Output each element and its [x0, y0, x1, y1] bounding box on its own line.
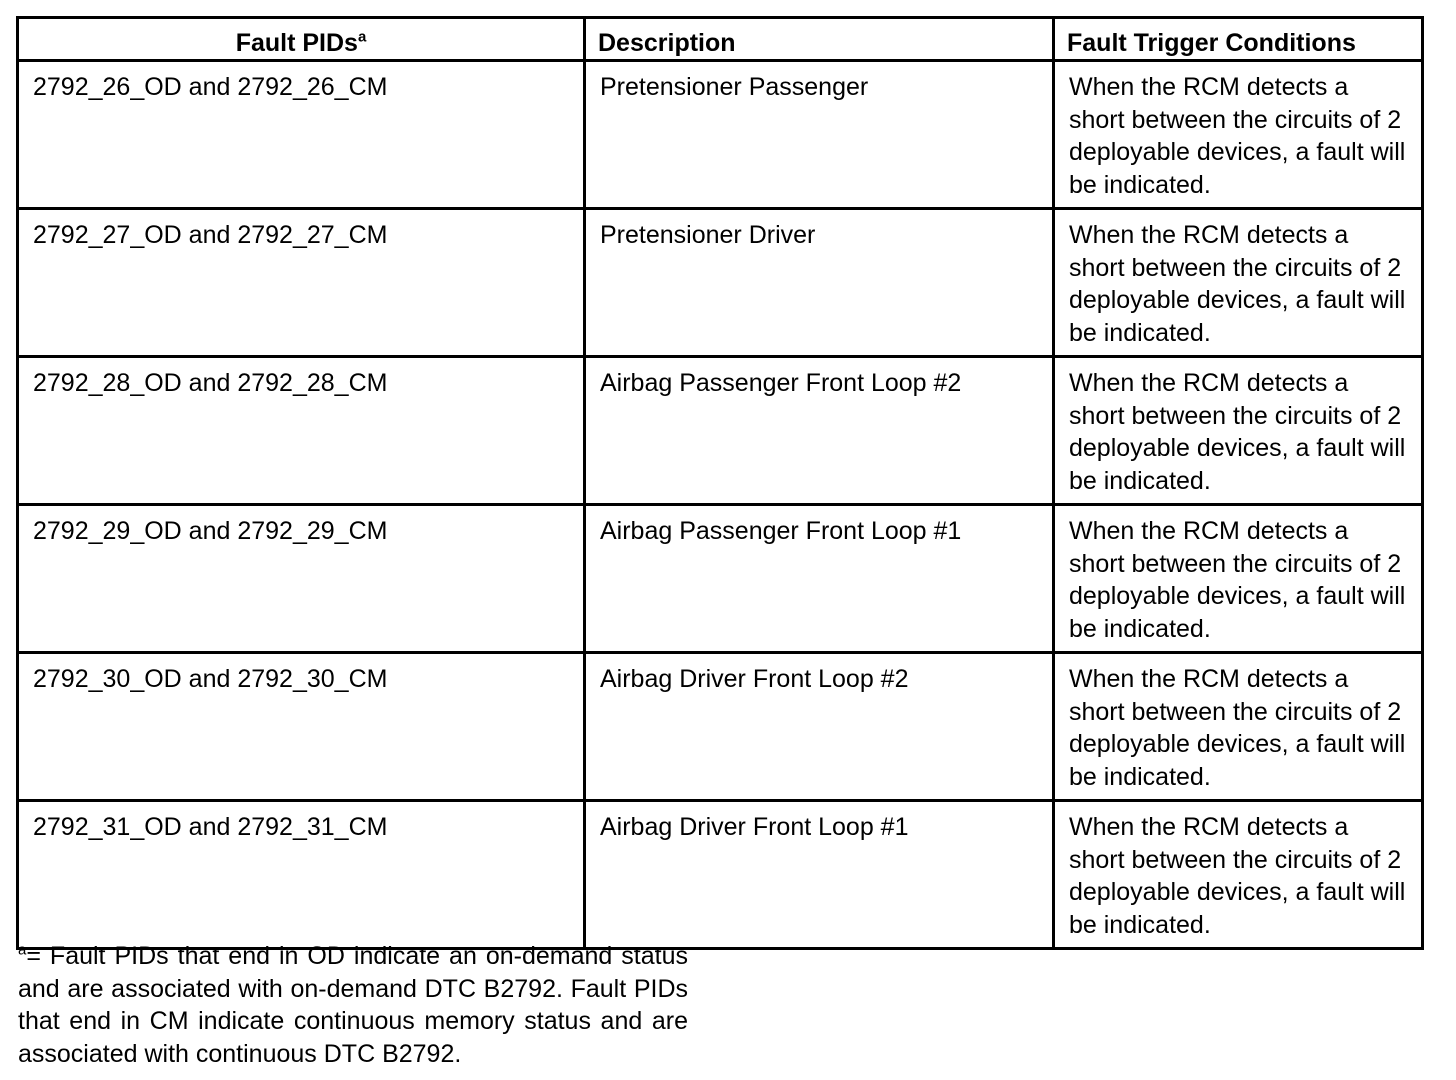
cell-conditions: When the RCM detects a short between the circuits of 2 deployable devices, a fault will be indicated. [1054, 357, 1423, 505]
cell-fault-pids: 2792_30_OD and 2792_30_CM [18, 653, 585, 801]
table-footnote [18, 940, 688, 1070]
header-fault-pids-superscript: a [357, 28, 367, 46]
cell-fault-pids: 2792_28_OD and 2792_28_CM [18, 357, 585, 505]
header-fault-trigger-conditions: Fault Trigger Conditions [1054, 18, 1423, 61]
cell-conditions: When the RCM detects a short between the circuits of 2 deployable devices, a fault will be indicated. [1054, 505, 1423, 653]
cell-description: Pretensioner Driver [585, 209, 1054, 357]
cell-description: Airbag Driver Front Loop #2 [585, 653, 1054, 801]
fault-pid-table [16, 16, 1424, 950]
header-fault-pids-label: Fault PIDs [235, 29, 358, 57]
cell-description: Airbag Passenger Front Loop #1 [585, 505, 1054, 653]
header-description: Description [585, 18, 1054, 61]
table-row [18, 801, 1423, 949]
table-row [18, 357, 1423, 505]
table-row [18, 505, 1423, 653]
cell-conditions: When the RCM detects a short between the circuits of 2 deployable devices, a fault will be indicated. [1054, 61, 1423, 209]
cell-description: Airbag Driver Front Loop #1 [585, 801, 1054, 949]
cell-fault-pids: 2792_29_OD and 2792_29_CM [18, 505, 585, 653]
cell-description: Pretensioner Passenger [585, 61, 1054, 209]
table-row [18, 209, 1423, 357]
cell-fault-pids: 2792_26_OD and 2792_26_CM [18, 61, 585, 209]
cell-description: Airbag Passenger Front Loop #2 [585, 357, 1054, 505]
cell-conditions: When the RCM detects a short between the circuits of 2 deployable devices, a fault will be indicated. [1054, 209, 1423, 357]
cell-fault-pids: 2792_31_OD and 2792_31_CM [18, 801, 585, 949]
header-fault-pids [18, 18, 585, 61]
footnote-marker: a [18, 941, 27, 959]
cell-conditions: When the RCM detects a short between the circuits of 2 deployable devices, a fault will be indicated. [1054, 653, 1423, 801]
footnote-text: = Fault PIDs that end in OD indicate an on-demand status and are associated with on-demand DTC B2792. Fault PIDs that end in CM indicate continuous memory status and are associated with continuous DTC B2792. [18, 942, 688, 1068]
cell-conditions: When the RCM detects a short between the circuits of 2 deployable devices, a fault will be indicated. [1054, 801, 1423, 949]
table-row [18, 61, 1423, 209]
cell-fault-pids: 2792_27_OD and 2792_27_CM [18, 209, 585, 357]
table-row [18, 653, 1423, 801]
table-header-row [18, 18, 1423, 61]
